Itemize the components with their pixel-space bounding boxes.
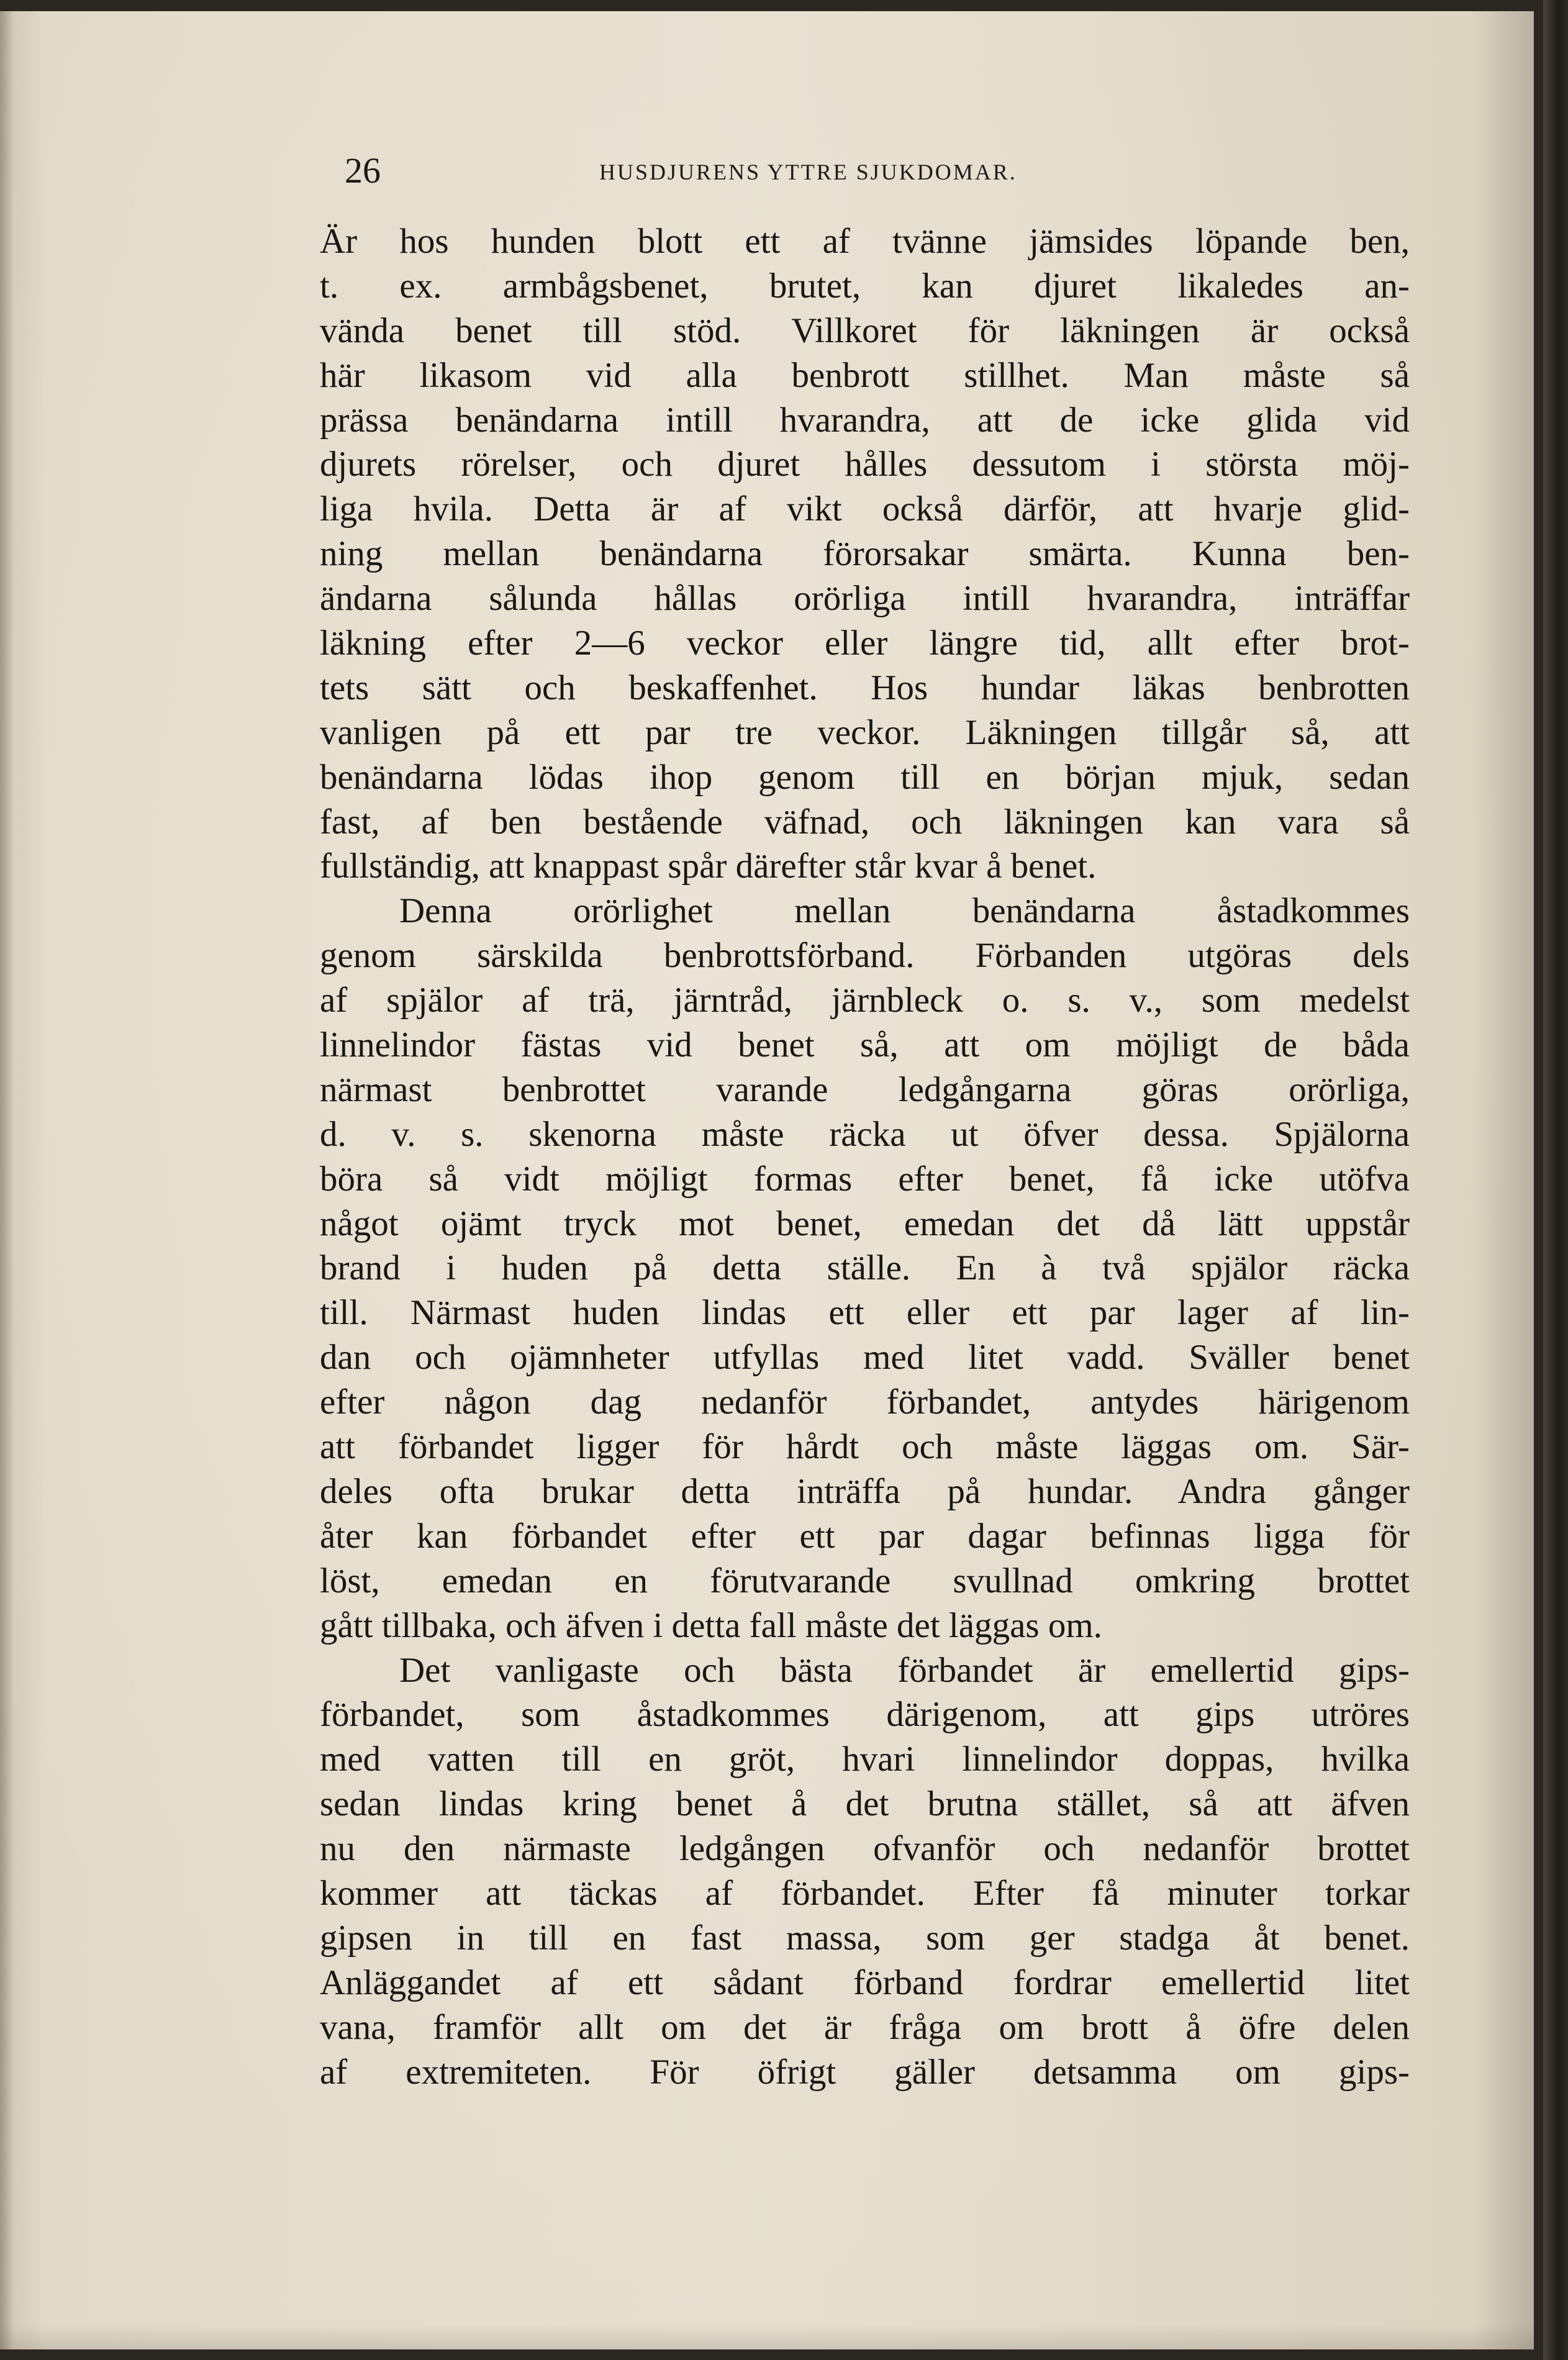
text-line: här likasom vid alla benbrott stillhet. Man måste så [320,355,1410,395]
text-line: vända benet till stöd. Villkoret för läkningen är också [320,311,1410,350]
text-line: brand i huden på detta ställe. En à två spjälor räcka [320,1248,1410,1288]
text-line: att förbandet ligger för hårdt och måste läggas om. Sär- [320,1427,1410,1467]
text-line: benändarna lödas ihop genom till en början mjuk, sedan [320,757,1410,797]
text-line: kommer att täckas af förbandet. Efter få minuter torkar [320,1873,1410,1913]
text-line: d. v. s. skenorna måste räcka ut öfver dessa. Spjälorna [320,1114,1410,1154]
text-line: deles ofta brukar detta inträffa på hundar. Andra gånger [320,1471,1410,1511]
text-line: läkning efter 2—6 veckor eller längre tid, allt efter brot- [320,624,1410,663]
text-line: prässa benändarna intill hvarandra, att de icke glida vid [320,400,1410,440]
text-line: Det vanligaste och bästa förbandet är emellertid gips- [399,1650,1410,1690]
text-line: vana, framför allt om det är fråga om brott å öfre delen [320,2007,1410,2047]
text-line: Anläggandet af ett sådant förband fordrar emellertid litet [320,1963,1410,2002]
text-line: något ojämt tryck mot benet, emedan det då lätt uppstår [320,1204,1410,1243]
text-line: t. ex. armbågsbenet, brutet, kan djuret likaledes an- [320,266,1410,306]
text-line: fullständig, att knappast spår därefter står kvar å benet. [320,846,1097,886]
text-line: gått tillbaka, och äfven i detta fall måste det läggas om. [320,1605,1102,1645]
text-line: fast, af ben bestående väfnad, och läkningen kan vara så [320,802,1410,842]
text-line: djurets rörelser, och djuret hålles dessutom i största möj- [320,445,1410,484]
text-line: åter kan förbandet efter ett par dagar befinnas ligga för [320,1516,1410,1556]
page-number: 26 [345,150,381,191]
body-text [320,219,1410,2094]
text-line: ändarna sålunda hållas orörliga intill hvarandra, inträffar [320,579,1410,619]
text-line: af spjälor af trä, järntråd, järnbleck o. s. v., som medelst [320,981,1410,1020]
text-line: linnelindor fästas vid benet så, att om möjligt de båda [320,1025,1410,1065]
text-line: till. Närmast huden lindas ett eller ett par lager af lin- [320,1293,1410,1333]
text-line: tets sätt och beskaffenhet. Hos hundar läkas benbrotten [320,668,1410,707]
text-line: böra så vidt möjligt formas efter benet, få icke utöfva [320,1159,1410,1199]
text-line: liga hvila. Detta är af vikt också därför, att hvarje glid- [320,489,1410,529]
text-line: nu den närmaste ledgången ofvanför och nedanför brottet [320,1829,1410,1869]
text-line: Denna orörlighet mellan benändarna åstadkommes [399,891,1410,931]
running-header [345,149,1400,193]
text-line: Är hos hunden blott ett af tvänne jämsides löpande ben, [320,222,1410,261]
text-line: efter någon dag nedanför förbandet, antydes härigenom [320,1382,1410,1422]
text-line: med vatten till en gröt, hvari linnelindor doppas, hvilka [320,1740,1410,1779]
text-line: gipsen in till en fast massa, som ger stadga åt benet. [320,1918,1410,1958]
book-page [0,11,1534,2349]
text-line: dan och ojämnheter utfyllas med litet vadd. Sväller benet [320,1338,1410,1377]
book-binding-edge [1543,0,1568,2360]
text-line: närmast benbrottet varande ledgångarna göras orörliga, [320,1069,1410,1109]
page-left-edge [0,11,14,2349]
text-line: af extremiteten. För öfrigt gäller detsamma om gips- [320,2052,1410,2092]
text-line: sedan lindas kring benet å det brutna stället, så att äfven [320,1784,1410,1824]
text-line: genom särskilda benbrottsförband. Förbanden utgöras dels [320,936,1410,976]
text-line: vanligen på ett par tre veckor. Läkningen tillgår så, att [320,712,1410,752]
text-line: löst, emedan en förutvarande svullnad omkring brottet [320,1561,1410,1600]
text-line: förbandet, som åstadkommes därigenom, att gips utröres [320,1695,1410,1735]
running-title: HUSDJURENS YTTRE SJUKDOMAR. [599,160,1017,184]
text-line: ning mellan benändarna förorsakar smärta. Kunna ben- [320,534,1410,574]
